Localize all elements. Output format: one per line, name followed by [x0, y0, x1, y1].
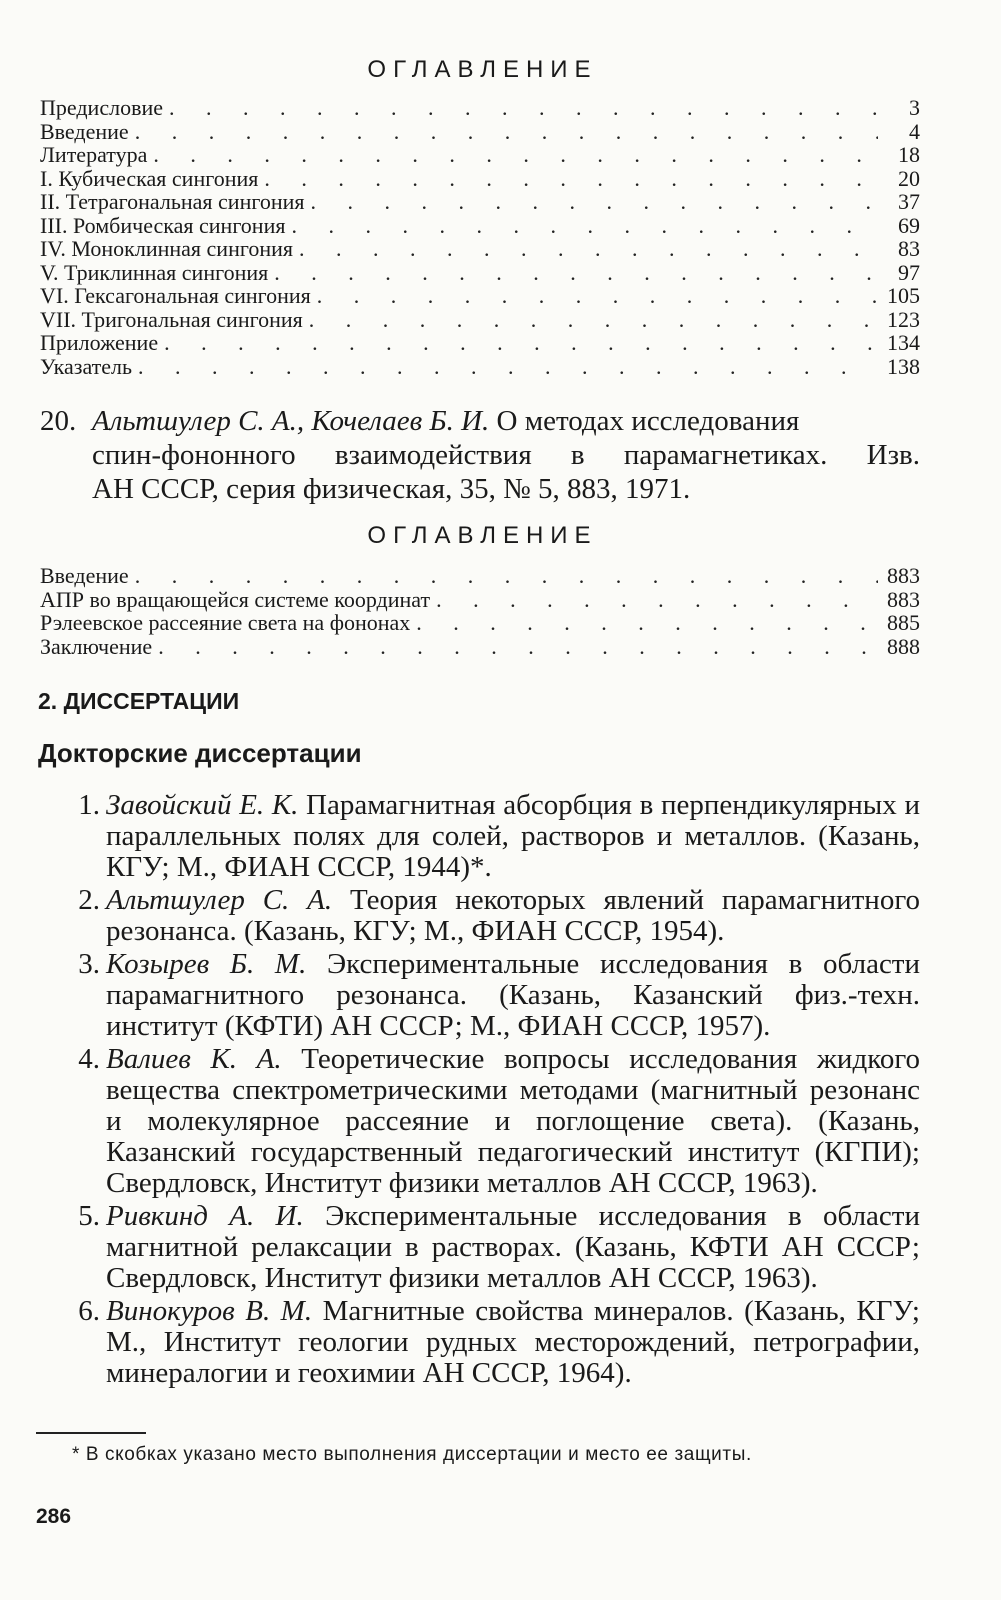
dissertation-number: 1.	[78, 789, 100, 821]
toc-entry	[40, 355, 920, 379]
toc-list	[40, 96, 920, 378]
toc-leader-dots	[169, 96, 878, 120]
toc-entry-page: 105	[887, 283, 920, 308]
toc-entry-page: 3	[909, 95, 920, 120]
toc-leader-dots	[135, 564, 878, 588]
dissertation-description: Теория некоторых явлений парамагнитного резонанса. (Казань, КГУ; М., ФИАН СССР, 1954).	[106, 884, 920, 947]
toc-leader-dots	[158, 635, 878, 659]
toc-leader-dots	[309, 308, 878, 332]
toc-entry	[40, 261, 920, 285]
dissertation-entry	[40, 1044, 920, 1199]
dissertation-list	[40, 790, 920, 1391]
dissertation-number: 3.	[78, 948, 100, 980]
reference-line: АН СССР, серия физическая, 35, № 5, 883, 1971.	[92, 473, 691, 505]
toc-entry-page: 888	[887, 633, 920, 659]
toc-entry-label: VII. Тригональная сингония	[40, 306, 303, 332]
toc-leader-dots	[135, 120, 878, 144]
toc-entry	[40, 588, 920, 612]
dissertation-author: Валиев К. А.	[106, 1043, 282, 1075]
toc-entry-page: 123	[887, 306, 920, 332]
toc-entry-page: 18	[898, 142, 920, 167]
toc-entry	[40, 143, 920, 167]
dissertation-number: 4.	[78, 1043, 100, 1075]
toc-leader-dots	[311, 190, 879, 214]
dissertation-number: 5.	[78, 1200, 100, 1232]
dissertation-description: Теоретические вопросы исследования жидкого вещества спектрометрическими методами (магнитный резонанс и молекулярное рассеяние и поглощение света). (Казань, Казанский государственный педагогический институт (КГПИ); Свердловск, Институт физики металлов АН СССР, 1963).	[106, 1043, 920, 1199]
toc-entry-label: Введение	[40, 563, 129, 588]
toc-entry	[40, 190, 920, 214]
toc-entry	[40, 96, 920, 120]
toc-entry	[40, 308, 920, 332]
toc-entry-page: 20	[898, 165, 920, 191]
toc-entry-label: IV. Моноклинная сингония	[40, 236, 293, 261]
toc-entry-page: 37	[898, 189, 920, 214]
toc-leader-dots	[164, 331, 878, 355]
toc-entry-label: VI. Гексагональная сингония	[40, 283, 311, 308]
toc-entry-label: Приложение	[40, 330, 159, 355]
reference-entry	[40, 404, 920, 506]
dissertation-text	[106, 1201, 920, 1294]
dissertation-text	[106, 1296, 920, 1389]
toc-entry	[40, 214, 920, 238]
toc-entry-label: V. Триклинная сингония	[40, 259, 269, 285]
footnote-rule	[36, 1432, 146, 1434]
dissertation-number: 2.	[78, 884, 100, 916]
toc-entry-label: II. Тетрагональная сингония	[40, 189, 305, 214]
toc-entry	[40, 331, 920, 355]
dissertation-description: Экспериментальные исследования в области магнитной релаксации в растворах. (Казань, КФТИ АН СССР; Свердловск, Институт физики металлов АН СССР, 1963).	[106, 1200, 920, 1294]
toc-entry	[40, 611, 920, 635]
dissertation-author: Козырев Б. М.	[106, 948, 307, 980]
toc-entry-page: 138	[887, 353, 920, 379]
dissertation-text	[106, 790, 920, 883]
dissertation-text	[106, 949, 920, 1042]
toc-entry-page: 883	[887, 563, 920, 588]
reference-line: спин-фононного взаимодействия в парамагнетиках. Изв.	[92, 439, 920, 471]
dissertation-number: 6.	[78, 1295, 100, 1327]
toc-entry	[40, 284, 920, 308]
toc-entry	[40, 635, 920, 659]
toc-entry	[40, 120, 920, 144]
subsection-heading: Докторские диссертации	[38, 738, 362, 768]
dissertation-entry	[40, 885, 920, 947]
toc-entry-page: 97	[898, 259, 920, 285]
dissertation-entry	[40, 1201, 920, 1294]
dissertation-author: Ривкинд А. И.	[106, 1200, 304, 1232]
dissertation-entry	[40, 1296, 920, 1389]
toc-leader-dots	[138, 355, 878, 379]
reference-title-start: О методах исследования	[489, 405, 800, 437]
toc-entry-label: Указатель	[40, 353, 133, 379]
toc-entry	[40, 167, 920, 191]
toc-entry-label: Заключение	[40, 633, 153, 659]
dissertation-author: Завойский Е. К.	[106, 789, 299, 821]
toc-list	[40, 564, 920, 658]
toc-entry-label: Предисловие	[40, 95, 163, 120]
toc-entry-label: I. Кубическая сингония	[40, 165, 259, 191]
toc-leader-dots	[416, 611, 878, 635]
reference-authors: Альтшулер С. А., Кочелаев Б. И.	[92, 405, 490, 437]
toc-leader-dots	[317, 284, 878, 308]
dissertation-text	[106, 1044, 920, 1199]
toc-leader-dots	[291, 214, 878, 238]
toc-entry-page: 4	[909, 118, 920, 144]
toc-leader-dots	[264, 167, 878, 191]
page-number: 286	[36, 1505, 72, 1528]
toc-entry-label: АПР во вращающейся системе координат	[40, 586, 431, 612]
dissertation-entry	[40, 790, 920, 883]
toc-entry	[40, 237, 920, 261]
section-heading: 2. ДИССЕРТАЦИИ	[38, 688, 240, 714]
dissertation-description: Экспериментальные исследования в области парамагнитного резонанса. (Казань, Казанский физ.-техн. институт (КФТИ) АН СССР; М., ФИАН СССР, 1957).	[106, 948, 921, 1042]
toc-entry-label: Рэлеевское рассеяние света на фононах	[40, 610, 411, 635]
toc-entry-page: 134	[887, 330, 920, 355]
dissertation-author: Винокуров В. М.	[106, 1295, 313, 1327]
toc-entry-page: 83	[898, 236, 920, 261]
toc-entry-label: Литература	[40, 142, 148, 167]
toc-entry	[40, 564, 920, 588]
dissertation-description: Парамагнитная абсорбция в перпендикулярных и параллельных полях для солей, растворов и металлов. (Казань, КГУ; М., ФИАН СССР, 1944)*.	[106, 789, 920, 883]
dissertation-entry	[40, 949, 920, 1042]
toc-entry-page: 69	[898, 212, 920, 238]
dissertation-description: Магнитные свойства минералов. (Казань, КГУ; М., Институт геологии рудных месторождений, петрографии, минералогии и геохимии АН СССР, 1964).	[106, 1295, 920, 1389]
toc-entry-label: III. Ромбическая сингония	[40, 212, 286, 238]
toc-leader-dots	[274, 261, 878, 285]
footnote: * В скобках указано место выполнения диссертации и место ее защиты.	[72, 1444, 752, 1465]
toc-entry-label: Введение	[40, 118, 129, 144]
dissertation-text	[106, 885, 920, 947]
toc-leader-dots	[153, 143, 878, 167]
toc-entry-page: 883	[887, 586, 920, 612]
toc-leader-dots	[436, 588, 878, 612]
toc-title: ОГЛАВЛЕНИЕ	[367, 522, 598, 549]
toc-entry-page: 885	[887, 610, 920, 635]
reference-number: 20.	[40, 405, 77, 437]
dissertation-author: Альтшулер С. А.	[106, 884, 333, 916]
toc-leader-dots	[299, 237, 878, 261]
toc-title: ОГЛАВЛЕНИЕ	[367, 56, 598, 83]
